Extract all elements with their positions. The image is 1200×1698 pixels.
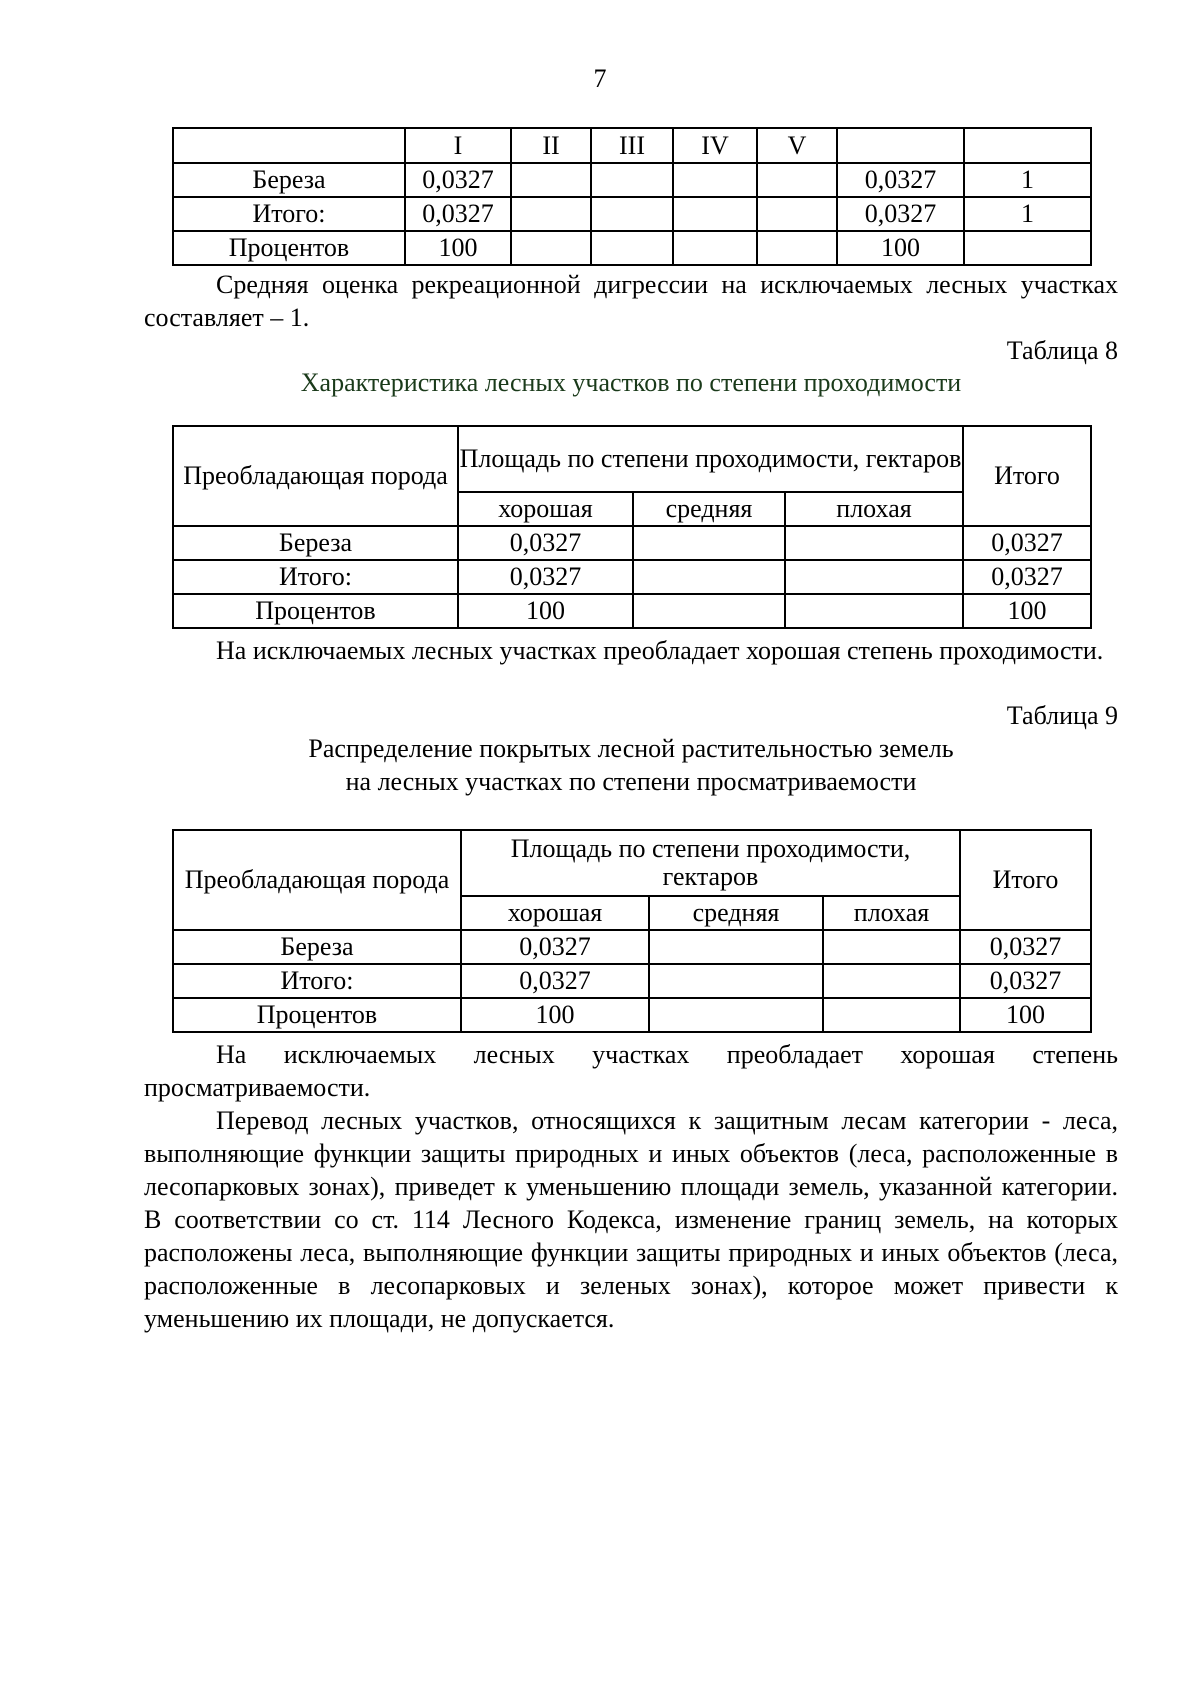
table-cell [511, 197, 591, 231]
table-cell [823, 930, 960, 964]
header-cell: I [405, 128, 511, 163]
table-cell: 1 [964, 163, 1091, 197]
table-row [173, 998, 1091, 1032]
table-cell: Процентов [173, 594, 458, 628]
table-cell [785, 526, 963, 560]
table-cell: Береза [173, 526, 458, 560]
table-cell [785, 594, 963, 628]
table-row [173, 560, 1091, 594]
table-cell [673, 163, 757, 197]
table-row [173, 964, 1091, 998]
page-number: 7 [593, 64, 607, 93]
header-cell: II [511, 128, 591, 163]
subheader-good: хорошая [461, 896, 649, 930]
subheader-good: хорошая [458, 492, 633, 526]
table-cell: 100 [960, 998, 1091, 1032]
table-row [173, 930, 1091, 964]
table-cell: Процентов [173, 998, 461, 1032]
table-cell [591, 231, 673, 265]
table-cell [633, 594, 785, 628]
table-cell [633, 560, 785, 594]
header-cell [837, 128, 964, 163]
header-area: Площадь по степени проходимости, гектаров [461, 830, 960, 896]
table-cell: 100 [963, 594, 1091, 628]
header-species: Преобладающая порода [173, 426, 458, 526]
table-cell [823, 964, 960, 998]
paragraph-visibility: На исключаемых лесных участках преобладает хорошая степень просматриваемости. [144, 1040, 1118, 1102]
paragraph-digression: Средняя оценка рекреационной дигрессии на исключаемых лесных участках составляет – 1. [144, 270, 1118, 332]
table-cell: 0,0327 [405, 197, 511, 231]
table-cell [757, 231, 837, 265]
table-cell: 0,0327 [461, 930, 649, 964]
table-row [173, 594, 1091, 628]
table-cell: 0,0327 [405, 163, 511, 197]
table-8-label: Таблица 8 [1006, 336, 1118, 365]
header-total: Итого [960, 830, 1091, 930]
table-8-title: Характеристика лесных участков по степени проходимости [300, 368, 962, 397]
header-cell: III [591, 128, 673, 163]
table-cell [757, 197, 837, 231]
table-row [173, 526, 1091, 560]
table-cell: Процентов [173, 231, 405, 265]
table-cell: 0,0327 [963, 526, 1091, 560]
table-cell [511, 163, 591, 197]
table-cell: Итого: [173, 197, 405, 231]
table-cell: Итого: [173, 964, 461, 998]
table-9-title-line1: Распределение покрытых лесной растительностью земель [308, 734, 954, 763]
table-row [173, 197, 1091, 231]
table-row [173, 163, 1091, 197]
table-cell: Итого: [173, 560, 458, 594]
table-cell [591, 163, 673, 197]
subheader-medium: средняя [633, 492, 785, 526]
table-cell: 0,0327 [458, 560, 633, 594]
table-cell [673, 231, 757, 265]
table-cell [964, 231, 1091, 265]
header-total: Итого [963, 426, 1091, 526]
table-cell: 0,0327 [960, 964, 1091, 998]
table-visibility [172, 829, 1092, 1033]
table-cell: 0,0327 [837, 163, 964, 197]
table-recreational-digression [172, 127, 1092, 266]
header-cell [964, 128, 1091, 163]
table-cell: 100 [405, 231, 511, 265]
table-cell: 0,0327 [837, 197, 964, 231]
subheader-medium: средняя [649, 896, 823, 930]
table-cell: 1 [964, 197, 1091, 231]
table-cell: 0,0327 [458, 526, 633, 560]
table-cell: Береза [173, 930, 461, 964]
paragraph-passability: На исключаемых лесных участках преобладает хорошая степень проходимости. [216, 636, 1104, 665]
table-cell [785, 560, 963, 594]
table-9-title-line2: на лесных участках по степени просматриваемости [345, 767, 917, 796]
table-9-label: Таблица 9 [1006, 701, 1118, 730]
table-passability [172, 425, 1092, 629]
table-cell [649, 964, 823, 998]
table-cell [633, 526, 785, 560]
table-cell [823, 998, 960, 1032]
table-cell: 0,0327 [461, 964, 649, 998]
table-cell [511, 231, 591, 265]
table-row [173, 231, 1091, 265]
table-cell [757, 163, 837, 197]
header-cell: IV [673, 128, 757, 163]
table-cell: 100 [837, 231, 964, 265]
table-cell: 100 [461, 998, 649, 1032]
header-cell [173, 128, 405, 163]
table-cell: 0,0327 [960, 930, 1091, 964]
table-cell: 0,0327 [963, 560, 1091, 594]
subheader-poor: плохая [823, 896, 960, 930]
header-cell: V [757, 128, 837, 163]
table-cell [649, 998, 823, 1032]
paragraph-transfer: Перевод лесных участков, относящихся к защитным лесам категории - леса, выполняющие функции защиты природных и иных объектов (леса, расположенные в лесопарковых зонах), приведет к уменьшению площади земель, указанной категории. В соответствии со ст. 114 Лесного Кодекса, изменение границ земель, на которых расположены леса, выполняющие функции защиты природных и иных объектов (леса, расположенные в лесопарковых и зеленых зонах), которое может привести к уменьшению их площади, не допускается. [144, 1106, 1118, 1333]
table-cell: 100 [458, 594, 633, 628]
table-cell [591, 197, 673, 231]
table-cell: Береза [173, 163, 405, 197]
table-header-row [173, 128, 1091, 163]
table-cell [649, 930, 823, 964]
subheader-poor: плохая [785, 492, 963, 526]
header-species: Преобладающая порода [173, 830, 461, 930]
header-area: Площадь по степени проходимости, гектаров [458, 426, 963, 492]
table-cell [673, 197, 757, 231]
